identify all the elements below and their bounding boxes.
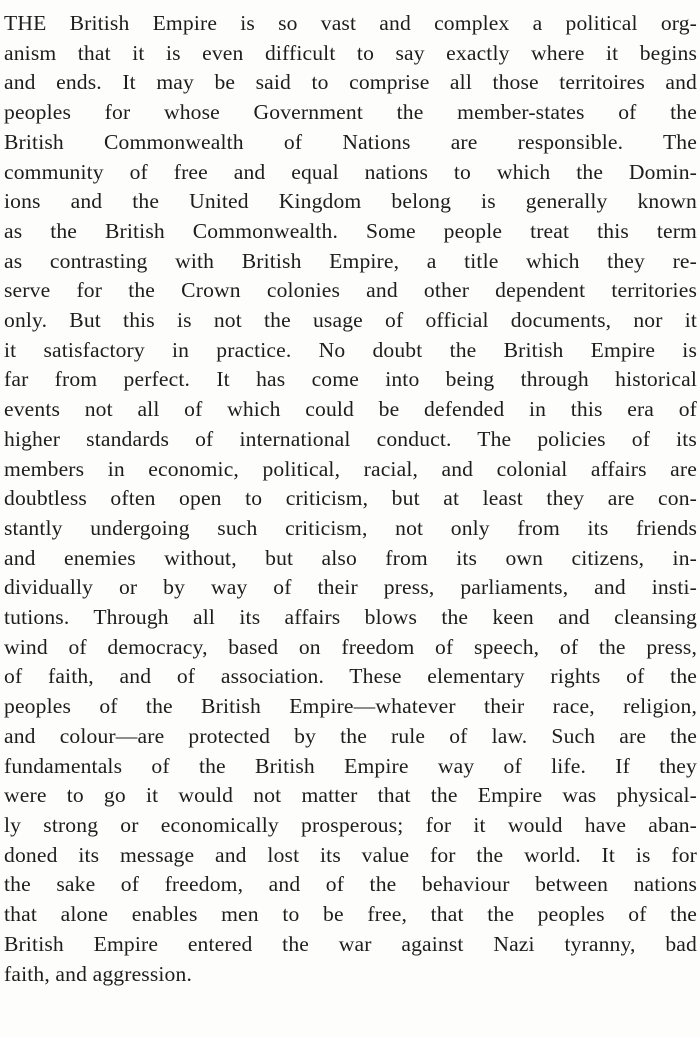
body-paragraph <box>4 9 697 989</box>
text-line: only. But this is not the usage of official documents, nor it <box>4 308 697 333</box>
text-line: of faith, and of association. These elementary rights of the <box>4 664 697 689</box>
text-line: THE British Empire is so vast and complex a political org- <box>4 11 697 35</box>
text-line: doubtless often open to criticism, but at least they are con- <box>4 486 697 511</box>
text-line: ions and the United Kingdom belong is generally known <box>4 189 697 214</box>
text-line: British Commonwealth of Nations are responsible. The <box>4 129 697 154</box>
text-line: events not all of which could be defended in this era of <box>4 397 697 422</box>
text-line: were to go it would not matter that the Empire was physical- <box>4 783 697 808</box>
text-line: far from perfect. It has come into being through historical <box>4 367 697 392</box>
text-line: and ends. It may be said to comprise all those territoires and <box>4 70 697 95</box>
text-line: anism that it is even difficult to say exactly where it begins <box>4 40 697 65</box>
text-line: members in economic, political, racial, and colonial affairs are <box>4 456 697 481</box>
text-line: faith, and aggression. <box>4 961 192 986</box>
text-line: peoples for whose Government the member-states of the <box>4 100 697 125</box>
text-line: and enemies without, but also from its own citizens, in- <box>4 545 697 570</box>
text-line: as the British Commonwealth. Some people treat this term <box>4 218 697 243</box>
text-line: peoples of the British Empire—whatever their race, religion, <box>4 694 697 719</box>
text-line: ly strong or economically prosperous; for it would have aban- <box>4 812 697 837</box>
text-line: stantly undergoing such criticism, not only from its friends <box>4 515 697 540</box>
text-line: that alone enables men to be free, that the peoples of the <box>4 902 697 927</box>
text-line: fundamentals of the British Empire way of life. If they <box>4 753 697 778</box>
text-line: wind of democracy, based on freedom of speech, of the press, <box>4 634 697 659</box>
text-line: as contrasting with British Empire, a title which they re- <box>4 248 697 273</box>
text-line: higher standards of international conduct. The policies of its <box>4 426 697 451</box>
text-line: tutions. Through all its affairs blows the keen and cleansing <box>4 605 697 630</box>
text-line: it satisfactory in practice. No doubt the British Empire is <box>4 337 697 362</box>
text-line: the sake of freedom, and of the behaviour between nations <box>4 872 697 897</box>
text-line: and colour—are protected by the rule of law. Such are the <box>4 723 697 748</box>
text-line: serve for the Crown colonies and other dependent territories <box>4 278 697 303</box>
text-line: doned its message and lost its value for the world. It is for <box>4 842 697 867</box>
text-line: British Empire entered the war against Nazi tyranny, bad <box>4 931 697 956</box>
text-line: dividually or by way of their press, parliaments, and insti- <box>4 575 697 600</box>
text-line: community of free and equal nations to which the Domin- <box>4 159 697 184</box>
